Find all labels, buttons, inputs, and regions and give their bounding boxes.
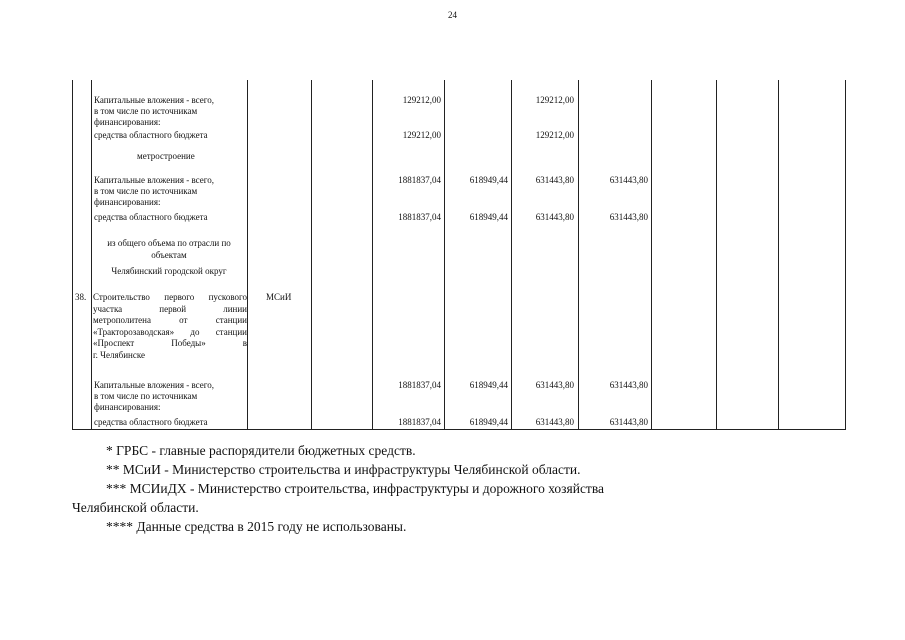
section-heading: метростроение <box>137 151 195 161</box>
year-2016-cell: 129212,00 <box>535 95 574 105</box>
total-cell: 129212,00 <box>402 95 441 105</box>
row-number: 38. <box>75 292 87 302</box>
object-line: участка первой линии <box>93 303 247 314</box>
footnote-grbs: * ГРБС - главные распорядители бюджетных средств. <box>106 443 416 458</box>
year-2015-cell: 618949,44 <box>469 380 508 390</box>
year-2016-cell: 631443,80 <box>535 175 574 185</box>
year-2016-cell: 631443,80 <box>535 417 574 427</box>
object-line: Строительство первого пускового <box>93 292 247 302</box>
footnote-msiidh: *** МСИиДХ - Министерство строительства, инфраструктуры и дорожного хозяйства <box>106 481 605 496</box>
object-line: г. Челябинске <box>93 349 146 360</box>
object-line: «Тракторозаводская» до станции <box>93 326 247 337</box>
year-2016-cell: 129212,00 <box>535 130 574 140</box>
row-label: Капитальные вложения - всего, <box>94 95 214 105</box>
total-cell: 1881837,04 <box>398 212 441 222</box>
footnote-msiidh-cont: Челябинской области. <box>72 500 199 515</box>
grbs-cell: МСиИ <box>266 292 292 302</box>
year-2016-cell: 631443,80 <box>535 212 574 222</box>
row-label: финансирования: <box>94 197 161 207</box>
object-line: «Проспект Победы» в <box>93 338 247 348</box>
row-label: в том числе по источникам <box>94 186 198 196</box>
row-label: в том числе по источникам <box>94 106 198 116</box>
year-2015-cell: 618949,44 <box>469 417 508 427</box>
year-2017-cell: 631443,80 <box>609 212 648 222</box>
year-2016-cell: 631443,80 <box>535 380 574 390</box>
year-2017-cell: 631443,80 <box>609 417 648 427</box>
year-2015-cell: 618949,44 <box>469 212 508 222</box>
section-heading: объектам <box>151 250 187 260</box>
year-2017-cell: 631443,80 <box>609 380 648 390</box>
section-heading: Челябинский городской округ <box>111 266 227 276</box>
row-label: финансирования: <box>94 402 161 412</box>
year-2015-cell: 618949,44 <box>469 175 508 185</box>
object-line: метрополитена от станции <box>93 315 247 325</box>
row-label: средства областного бюджета <box>94 417 208 427</box>
total-cell: 1881837,04 <box>398 380 441 390</box>
total-cell: 129212,00 <box>402 130 441 140</box>
footnote-msii: ** МСиИ - Министерство строительства и инфраструктуры Челябинской области. <box>106 462 581 477</box>
row-label: Капитальные вложения - всего, <box>94 380 214 390</box>
row-label: средства областного бюджета <box>94 212 208 222</box>
budget-table <box>72 80 846 430</box>
year-2017-cell: 631443,80 <box>609 175 648 185</box>
row-label: финансирования: <box>94 117 161 127</box>
footnote-2015: **** Данные средства в 2015 году не использованы. <box>106 519 407 534</box>
row-label: в том числе по источникам <box>94 391 198 401</box>
row-label: Капитальные вложения - всего, <box>94 175 214 185</box>
section-heading: из общего объема по отрасли по <box>107 238 231 248</box>
object-description <box>93 292 247 361</box>
total-cell: 1881837,04 <box>398 417 441 427</box>
total-cell: 1881837,04 <box>398 175 441 185</box>
row-label: средства областного бюджета <box>94 130 208 140</box>
page-number: 24 <box>448 10 457 20</box>
footnotes <box>72 441 852 536</box>
